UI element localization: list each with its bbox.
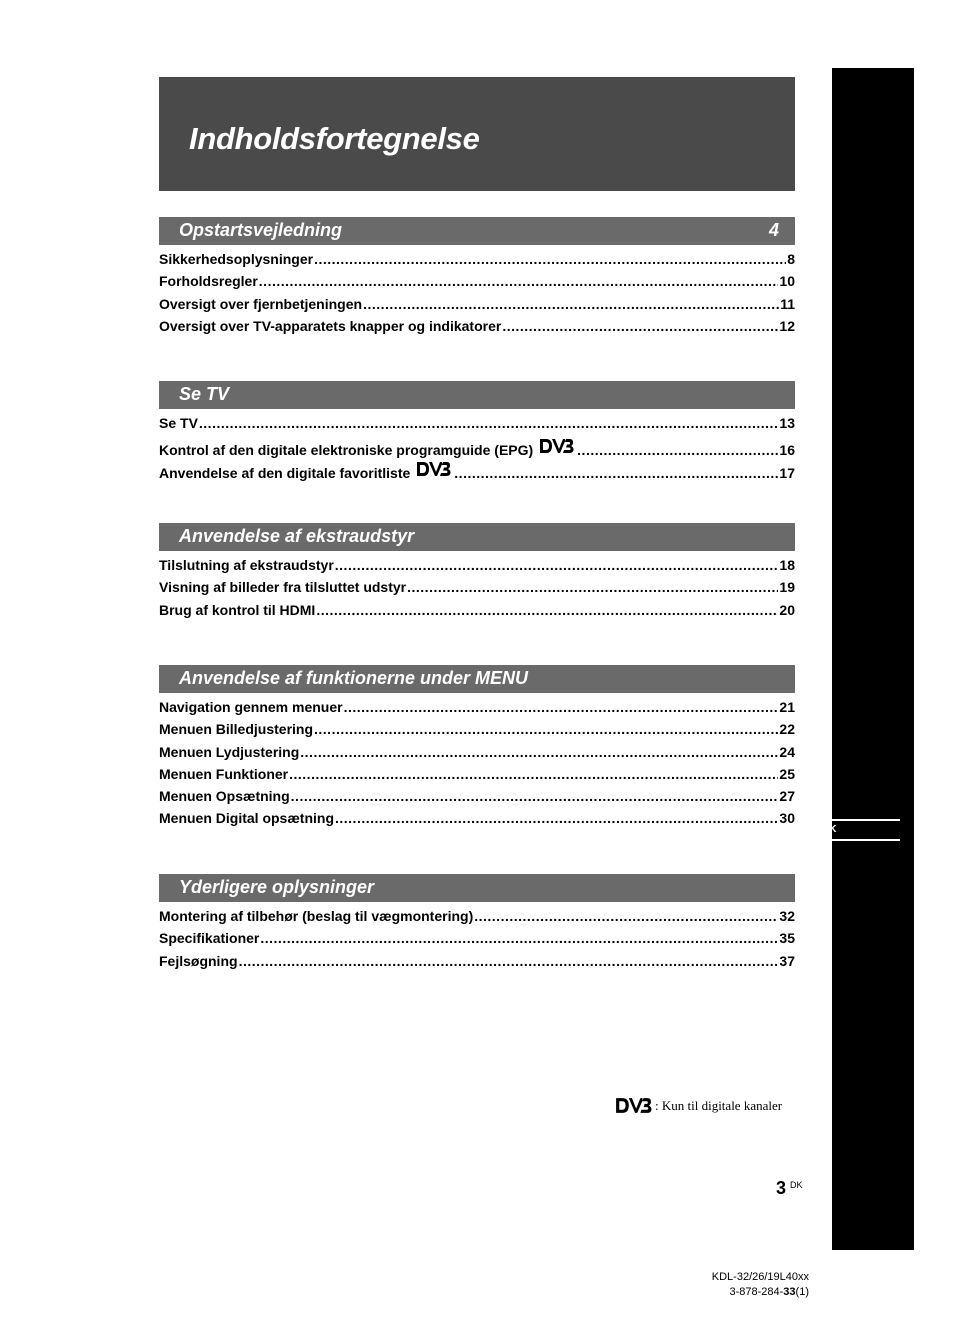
- toc-entry[interactable]: [159, 766, 795, 788]
- toc-entry[interactable]: [159, 699, 795, 721]
- dot-leader: [363, 296, 779, 312]
- toc-entry[interactable]: [159, 721, 795, 743]
- section-header: [159, 665, 795, 693]
- section-title: Opstartsvejledning: [179, 220, 343, 240]
- entry-page: 22: [779, 721, 795, 738]
- section-page: 4: [768, 220, 779, 240]
- dot-leader: [577, 442, 778, 458]
- title-banner: [159, 77, 795, 191]
- dot-leader: [300, 744, 778, 760]
- side-black-bar: [832, 68, 914, 1250]
- toc-entry[interactable]: [159, 273, 795, 295]
- entry-page: 21: [779, 699, 795, 715]
- toc-entry[interactable]: [159, 579, 795, 601]
- entry-page: 8: [787, 251, 795, 267]
- toc-entry[interactable]: [159, 953, 795, 975]
- entry-title: Menuen Funktioner: [159, 765, 289, 782]
- dvb-logo-icon: [538, 437, 574, 455]
- model-number: KDL-32/26/19L40xx: [711, 1271, 809, 1283]
- entry-title: Visning af billeder fra tilsluttet udstyr: [159, 579, 407, 596]
- page-number-suffix: DK: [790, 1180, 803, 1190]
- language-tab-label: DK: [822, 824, 837, 835]
- legend-text: : Kun til digitale kanaler: [655, 1098, 783, 1113]
- entry-page: 13: [779, 415, 795, 431]
- entry-title: Brug af kontrol til HDMI: [159, 601, 316, 618]
- entry-title: Menuen Digital opsætning: [159, 810, 334, 827]
- entry-page: 10: [779, 273, 795, 290]
- model-info: [690, 1270, 809, 1300]
- entry-list: [159, 415, 795, 482]
- toc-entry[interactable]: [159, 908, 795, 930]
- entry-page: 24: [779, 743, 795, 760]
- section-header: [159, 381, 795, 409]
- toc-entry[interactable]: [159, 318, 795, 340]
- entry-list: [159, 557, 795, 624]
- toc-entry[interactable]: [159, 602, 795, 624]
- entry-page: 19: [779, 579, 795, 596]
- dot-leader: [316, 602, 778, 618]
- entry-title: Oversigt over fjernbetjeningen: [159, 295, 363, 312]
- dot-leader: [474, 908, 778, 924]
- entry-page: 18: [779, 557, 795, 573]
- dot-leader: [335, 557, 779, 573]
- entry-title: Navigation gennem menuer: [159, 699, 343, 715]
- language-tab: [818, 819, 900, 841]
- toc-entry[interactable]: [159, 460, 795, 482]
- section-title: Anvendelse af funktionerne under MENU: [179, 668, 529, 688]
- entry-title: Sikkerhedsoplysninger: [159, 251, 314, 267]
- dot-leader: [199, 415, 779, 431]
- section-header: [159, 523, 795, 551]
- dot-leader: [454, 465, 778, 481]
- dvb-legend: [614, 1096, 782, 1115]
- entry-title: Montering af tilbehør (beslag til vægmontering): [159, 908, 474, 924]
- entry-title: Oversigt over TV-apparatets knapper og indikatorer: [159, 317, 502, 334]
- entry-title: Anvendelse af den digitale favoritliste: [159, 464, 411, 481]
- entry-title: Menuen Lydjustering: [159, 743, 300, 760]
- entry-page: 37: [779, 952, 795, 969]
- entry-title: Tilslutning af ekstraudstyr: [159, 557, 334, 573]
- dvb-logo-icon: [614, 1096, 652, 1115]
- toc-entry[interactable]: [159, 788, 795, 810]
- entry-title: Menuen Opsætning: [159, 788, 290, 805]
- toc-entry[interactable]: [159, 930, 795, 952]
- toc-section: [159, 665, 795, 833]
- dot-leader: [314, 721, 778, 737]
- entry-page: 16: [779, 442, 795, 459]
- dot-leader: [291, 788, 779, 804]
- entry-page: 25: [779, 765, 795, 782]
- entry-list: [159, 908, 795, 975]
- page-title: Indholdsfortegnelse: [189, 121, 480, 156]
- toc-entry[interactable]: [159, 437, 795, 459]
- toc-entry[interactable]: [159, 557, 795, 579]
- entry-page: 27: [779, 788, 795, 805]
- entry-page: 17: [779, 464, 795, 481]
- dot-leader: [407, 579, 778, 595]
- entry-title: Fejlsøgning: [159, 952, 238, 969]
- entry-page: 11: [780, 295, 795, 312]
- toc-entry[interactable]: [159, 744, 795, 766]
- dot-leader: [335, 810, 778, 826]
- dot-leader: [314, 251, 786, 267]
- toc-section: [159, 217, 795, 340]
- dot-leader: [259, 273, 779, 289]
- entry-title: Menuen Billedjustering: [159, 721, 314, 738]
- section-title: Yderligere oplysninger: [179, 877, 375, 897]
- entry-page: 30: [779, 810, 795, 827]
- toc-section: [159, 874, 795, 975]
- dot-leader: [239, 953, 779, 969]
- section-title: Anvendelse af ekstraudstyr: [179, 526, 415, 546]
- toc-entry[interactable]: [159, 251, 795, 273]
- dot-leader: [502, 318, 778, 334]
- entry-page: 20: [779, 601, 795, 618]
- section-header: [159, 874, 795, 902]
- dot-leader: [344, 699, 779, 715]
- entry-page: 32: [779, 908, 795, 924]
- section-header: [159, 217, 795, 245]
- part-number: 3-878-284-33(1): [729, 1286, 809, 1298]
- entry-page: 35: [779, 930, 795, 947]
- toc-section: [159, 381, 795, 482]
- dot-leader: [260, 930, 778, 946]
- entry-page: 12: [779, 317, 795, 334]
- entry-title: Specifikationer: [159, 930, 260, 947]
- entry-title: Se TV: [159, 415, 198, 431]
- entry-list: [159, 251, 795, 340]
- toc-entry[interactable]: [159, 415, 795, 437]
- toc-entry[interactable]: [159, 296, 795, 318]
- page-number: 3: [776, 1178, 787, 1198]
- entry-title: Forholdsregler: [159, 273, 258, 290]
- toc-section: [159, 523, 795, 624]
- section-title: Se TV: [179, 384, 230, 404]
- toc-entry[interactable]: [159, 810, 795, 832]
- dvb-logo-icon: [415, 460, 451, 478]
- dot-leader: [289, 766, 778, 782]
- entry-title: Kontrol af den digitale elektroniske programguide (EPG): [159, 442, 534, 459]
- entry-list: [159, 699, 795, 833]
